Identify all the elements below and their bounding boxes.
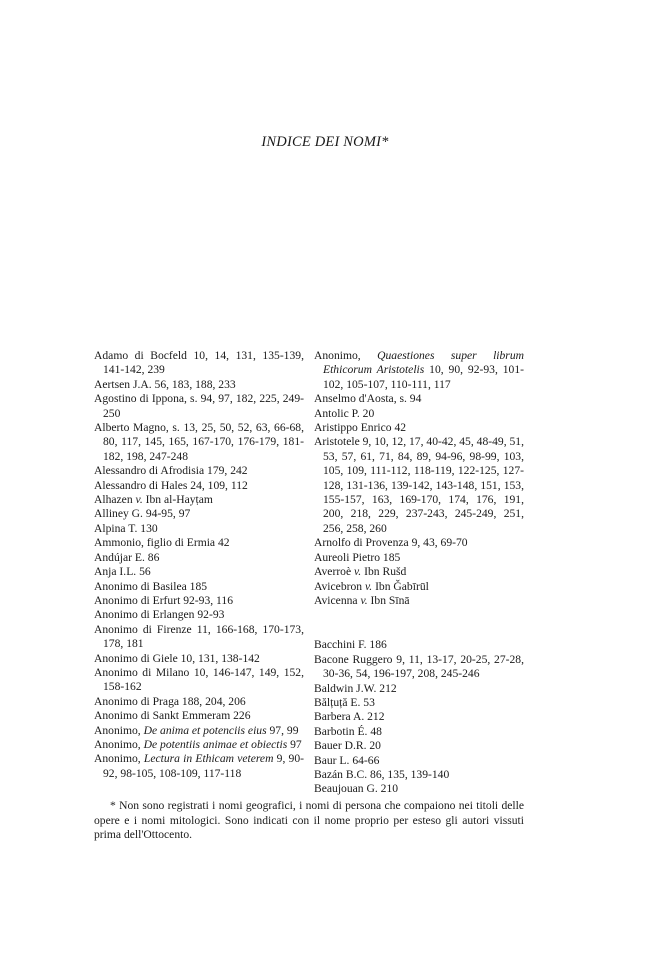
entry-name: Anonimo, <box>314 349 361 362</box>
entry-page-refs: 11, 166-168, 170-173, 178, 181 <box>103 622 304 651</box>
entry-page-refs: 64-66 <box>349 753 380 767</box>
entry-work-title: Lectura in Ethicam veterem <box>140 752 274 766</box>
entry-name: Bacone Ruggero <box>314 652 393 666</box>
entry-name: Anonimo, <box>94 723 141 737</box>
index-column-right <box>314 349 524 797</box>
entry-name: Baldwin J.W. <box>314 681 377 695</box>
entry-name: Anonimo di Firenze <box>94 622 192 636</box>
entry-see-reference: v. <box>351 565 365 579</box>
entry-page-refs: 10, 131, 138-142 <box>177 651 260 665</box>
entry-name: Bauer D.R. <box>314 739 367 753</box>
entry-page-refs: 42 <box>215 536 230 550</box>
entry-name: Ammonio, figlio di Ermia <box>94 536 216 550</box>
entry-page-refs: 210 <box>377 782 399 796</box>
index-entry <box>94 536 304 550</box>
index-entry <box>314 565 524 579</box>
index-entry <box>314 421 524 435</box>
index-group-a <box>314 349 524 608</box>
index-entry <box>94 594 304 608</box>
index-entry <box>94 378 304 392</box>
index-entry <box>94 752 304 781</box>
entry-name: Anja I.L. <box>94 565 137 579</box>
entry-page-refs: 186 <box>366 638 387 652</box>
entry-page-refs: 185 <box>380 550 401 564</box>
index-entry <box>94 421 304 464</box>
index-entry <box>94 551 304 565</box>
entry-name: Aertsen J.A. <box>94 377 152 391</box>
index-entry <box>314 696 524 710</box>
entry-name: Alessandro di Hales <box>94 478 188 492</box>
entry-name: Anonimo di Sankt Emmeram <box>94 709 231 723</box>
entry-page-refs: 97 <box>287 737 302 751</box>
index-entry <box>314 782 524 796</box>
index-entry <box>314 682 524 696</box>
index-entry <box>94 464 304 478</box>
entry-name: Antolic P. <box>314 406 360 420</box>
index-entry <box>94 349 304 378</box>
entry-name: Aristippo Enrico <box>314 421 392 435</box>
entry-page-refs: 56 <box>136 565 151 579</box>
entry-page-refs: 86, 135, 139-140 <box>367 767 450 781</box>
entry-name: Anonimo di Erlangen <box>94 608 195 622</box>
index-entry <box>94 709 304 723</box>
entry-page-refs: Ibn Ǧabīrūl <box>375 579 429 593</box>
entry-name: Anonimo di Milano <box>94 665 190 679</box>
entry-name: Anonimo di Giele <box>94 651 178 665</box>
entry-name: Andújar E. <box>94 550 145 564</box>
entry-name: Barbera A. <box>314 710 365 724</box>
entry-work-title: De potentiis animae et obiectis <box>140 737 288 751</box>
index-entry <box>94 724 304 738</box>
entry-page-refs: 13, 25, 50, 52, 63, 66-68, 80, 117, 145, 165, 167-170, 176-179, 181-182, 198, 247-248 <box>103 421 304 463</box>
index-entry <box>314 638 524 652</box>
entry-page-refs: 10, 146-147, 149, 152, 158-162 <box>103 665 304 694</box>
entry-page-refs: 10, 14, 131, 135-139, 141-142, 239 <box>103 349 304 377</box>
entry-page-refs: 94-95, 97 <box>142 507 191 521</box>
entry-name: Arnolfo di Provenza <box>314 536 409 550</box>
entry-name: Anonimo di Praga <box>94 694 180 708</box>
entry-page-refs: 10, 90, 92-93, 101-102, 105-107, 110-111, 117 <box>323 363 524 391</box>
entry-name: Anonimo di Basilea <box>94 579 187 593</box>
entry-page-refs: 9, 90-92, 98-105, 108-109, 117-118 <box>103 752 305 780</box>
entry-page-refs: 226 <box>230 709 251 723</box>
index-entry <box>94 493 304 507</box>
entry-page-refs: 97, 99 <box>266 723 299 737</box>
index-entry <box>94 580 304 594</box>
entry-name: Anselmo d'Aosta, s. <box>314 392 407 406</box>
entry-page-refs: 94 <box>406 392 422 406</box>
entry-page-refs: 185 <box>186 579 208 593</box>
index-entry <box>94 507 304 521</box>
index-entry <box>314 407 524 421</box>
index-entry <box>94 652 304 666</box>
index-entry <box>94 666 304 695</box>
entry-name: Alhazen <box>94 493 133 507</box>
index-entry <box>94 565 304 579</box>
index-entry <box>94 695 304 709</box>
index-column-left <box>94 349 304 781</box>
entry-page-refs: 42 <box>391 421 407 435</box>
letter-group-gap <box>314 608 524 638</box>
index-entry <box>94 479 304 493</box>
entry-name: Bazán B.C. <box>314 767 368 781</box>
entry-name: Anonimo di Erfurt <box>94 593 181 607</box>
entry-page-refs: 212 <box>364 710 385 724</box>
index-entry <box>94 608 304 622</box>
entry-page-refs: 24, 109, 112 <box>187 478 248 492</box>
index-entry <box>94 392 304 421</box>
index-entry <box>314 435 524 536</box>
entry-see-reference: v. <box>362 579 376 593</box>
index-group-b <box>314 638 524 796</box>
page-title: INDICE DEI NOMI* <box>261 134 389 150</box>
entry-page-refs: Ibn al-Hayṭam <box>145 493 213 507</box>
entry-page-refs: 48 <box>367 724 382 738</box>
entry-page-refs: 86 <box>144 550 160 564</box>
entry-name: Avicenna <box>314 593 358 607</box>
entry-name: Beaujouan G. <box>314 782 378 796</box>
entry-page-refs: 9, 11, 13-17, 20-25, 27-28, 30-36, 54, 196-197, 208, 245-246 <box>323 652 525 681</box>
entry-name: Alessandro di Afrodisia <box>94 464 205 478</box>
entry-page-refs: 94, 97, 182, 225, 249-250 <box>103 392 304 420</box>
entry-name: Agostino di Ippona, s. <box>94 392 198 406</box>
entry-page-refs: 179, 242 <box>204 464 248 478</box>
entry-name: Avicebron <box>314 579 363 593</box>
entry-name: Averroè <box>314 565 352 579</box>
index-entry <box>314 536 524 550</box>
entry-page-refs: 188, 204, 206 <box>179 694 246 708</box>
index-entry <box>314 594 524 608</box>
footnote: * Non sono registrati i nomi geografici, i nomi di persona che compaiono nei titoli delle opere e i nomi mitologici. Sono indicati con il nome proprio per esteso gli autori vissuti prima dell'Ottocento. <box>94 799 524 842</box>
entry-page-refs: 20 <box>366 739 381 753</box>
entry-see-reference: v. <box>357 593 371 607</box>
index-entry <box>314 768 524 782</box>
entry-name: Anonimo, <box>94 737 141 751</box>
entry-name: Barbotin É. <box>314 724 368 738</box>
index-entry <box>94 623 304 652</box>
entry-page-refs: Ibn Rušd <box>364 565 407 579</box>
entry-page-refs: 92-93 <box>194 608 225 622</box>
entry-name: Alpina T. <box>94 521 138 535</box>
entry-page-refs: 53 <box>360 695 375 709</box>
index-entry <box>314 725 524 739</box>
entry-page-refs: 56, 183, 188, 233 <box>151 377 236 391</box>
index-entry <box>314 392 524 406</box>
entry-page-refs: 9, 10, 12, 17, 40-42, 45, 48-49, 51, 53, 57, 61, 71, 84, 89, 94-96, 98-99, 103, 105, 109, 111-112, 118-119, 122-125, 127-128, 131-136, 139-142, 143-148, 151, 153, 155-157, 163, 169-170, 174, 176, 191, 200, 218, 229, 237-243, 245-249, 251, 256, 258, 260 <box>323 435 524 535</box>
entry-page-refs: 212 <box>376 681 397 695</box>
index-entry <box>94 522 304 536</box>
entry-work-title: Quaestiones super librum Ethicorum Aristotelis <box>323 349 524 377</box>
entry-work-title: De anima et potenciis eius <box>140 723 267 737</box>
entry-page-refs: 9, 43, 69-70 <box>408 536 468 550</box>
index-entry <box>314 580 524 594</box>
entry-see-reference: v. <box>132 493 146 507</box>
entry-page-refs: 92-93, 116 <box>180 593 234 607</box>
index-entry <box>314 710 524 724</box>
index-entry <box>314 653 524 682</box>
entry-name: Adamo di Bocfeld <box>94 349 187 362</box>
entry-name: Bălțuță E. <box>314 695 361 709</box>
entry-page-refs: 130 <box>137 521 158 535</box>
entry-page-refs: 20 <box>359 406 375 420</box>
index-entry <box>94 738 304 752</box>
index-entry <box>314 349 524 392</box>
entry-name: Alliney G. <box>94 507 143 521</box>
index-entry <box>314 754 524 768</box>
entry-name: Anonimo, <box>94 752 141 766</box>
index-entry <box>314 551 524 565</box>
entry-name: Alberto Magno, s. <box>94 421 180 435</box>
entry-name: Baur L. <box>314 753 350 767</box>
index-entry <box>314 739 524 753</box>
entry-page-refs: Ibn Sīnā <box>370 593 410 607</box>
entry-name: Aureoli Pietro <box>314 550 381 564</box>
entry-name: Aristotele <box>314 435 360 449</box>
entry-name: Bacchini F. <box>314 638 367 652</box>
